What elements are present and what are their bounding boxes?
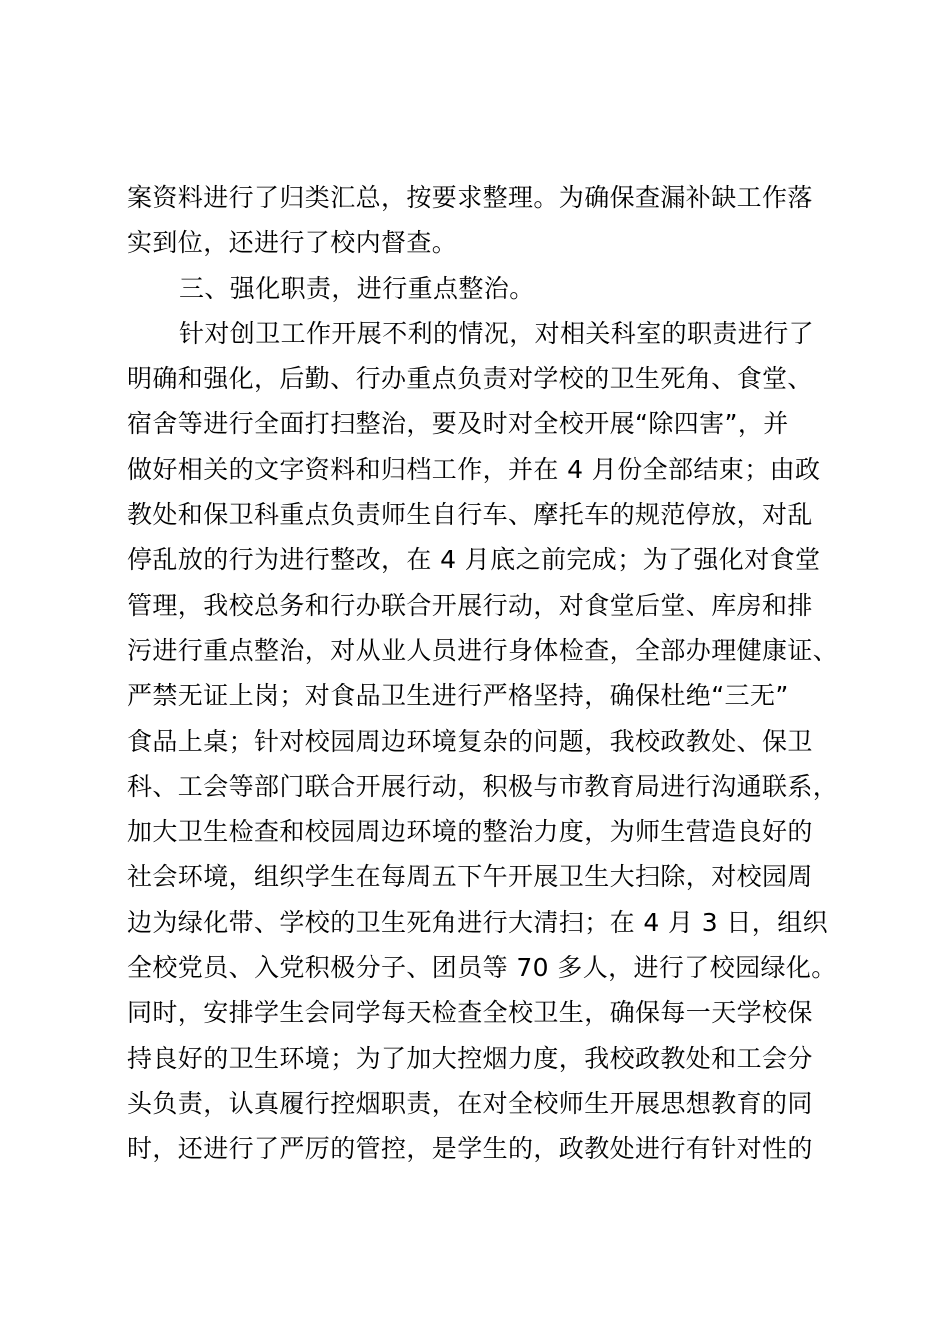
- text-line: 教处和保卫科重点负责师生自行车、摩托车的规范停放，对乱: [127, 500, 813, 530]
- text-line: 污进行重点整治，对从业人员进行身体检查，全部办理健康证、: [127, 635, 839, 665]
- text-line: 持良好的卫生环境；为了加大控烟力度，我校政教处和工会分: [127, 1043, 813, 1073]
- text-line: 食品上桌；针对校园周边环境复杂的问题，我校政教处、保卫: [127, 726, 813, 756]
- text-line: 时，还进行了严厉的管控，是学生的，政教处进行有针对性的: [127, 1134, 813, 1164]
- text-line: 同时，安排学生会同学每天检查全校卫生，确保每一天学校保: [127, 998, 813, 1028]
- text-line: 加大卫生检查和校园周边环境的整治力度，为师生营造良好的: [127, 817, 813, 847]
- text-line: 针对创卫工作开展不利的情况，对相关科室的职责进行了: [179, 318, 815, 348]
- text-line: 严禁无证上岗；对食品卫生进行严格坚持，确保杜绝“三无”: [127, 681, 789, 711]
- text-line: 案资料进行了归类汇总，按要求整理。为确保查漏补缺工作落: [127, 183, 813, 212]
- text-line: 社会环境，组织学生在每周五下午开展卫生大扫除，对校园周: [127, 862, 813, 892]
- body-text: [127, 175, 847, 1172]
- text-line: 停乱放的行为进行整改，在 4 月底之前完成；为了强化对食堂: [127, 545, 821, 575]
- text-line: 边为绿化带、学校的卫生死角进行大清扫；在 4 月 3 日，组织: [127, 907, 829, 937]
- text-line: 明确和强化，后勤、行办重点负责对学校的卫生死角、食堂、: [127, 364, 813, 394]
- text-line: 管理，我校总务和行办联合开展行动，对食堂后堂、库房和排: [127, 590, 813, 620]
- text-line: 全校党员、入党积极分子、团员等 70 多人，进行了校园绿化。: [127, 953, 837, 983]
- text-line: 宿舍等进行全面打扫整治，要及时对全校开展“除四害”，并: [127, 409, 789, 439]
- text-line: 实到位，还进行了校内督查。: [127, 228, 458, 258]
- text-line: 科、工会等部门联合开展行动，积极与市教育局进行沟通联系，: [127, 771, 839, 801]
- section-heading: 三、强化职责，进行重点整治。: [179, 273, 535, 303]
- text-line: 做好相关的文字资料和归档工作，并在 4 月份全部结束；由政: [127, 454, 821, 484]
- text-line: 头负责，认真履行控烟职责，在对全校师生开展思想教育的同: [127, 1088, 813, 1118]
